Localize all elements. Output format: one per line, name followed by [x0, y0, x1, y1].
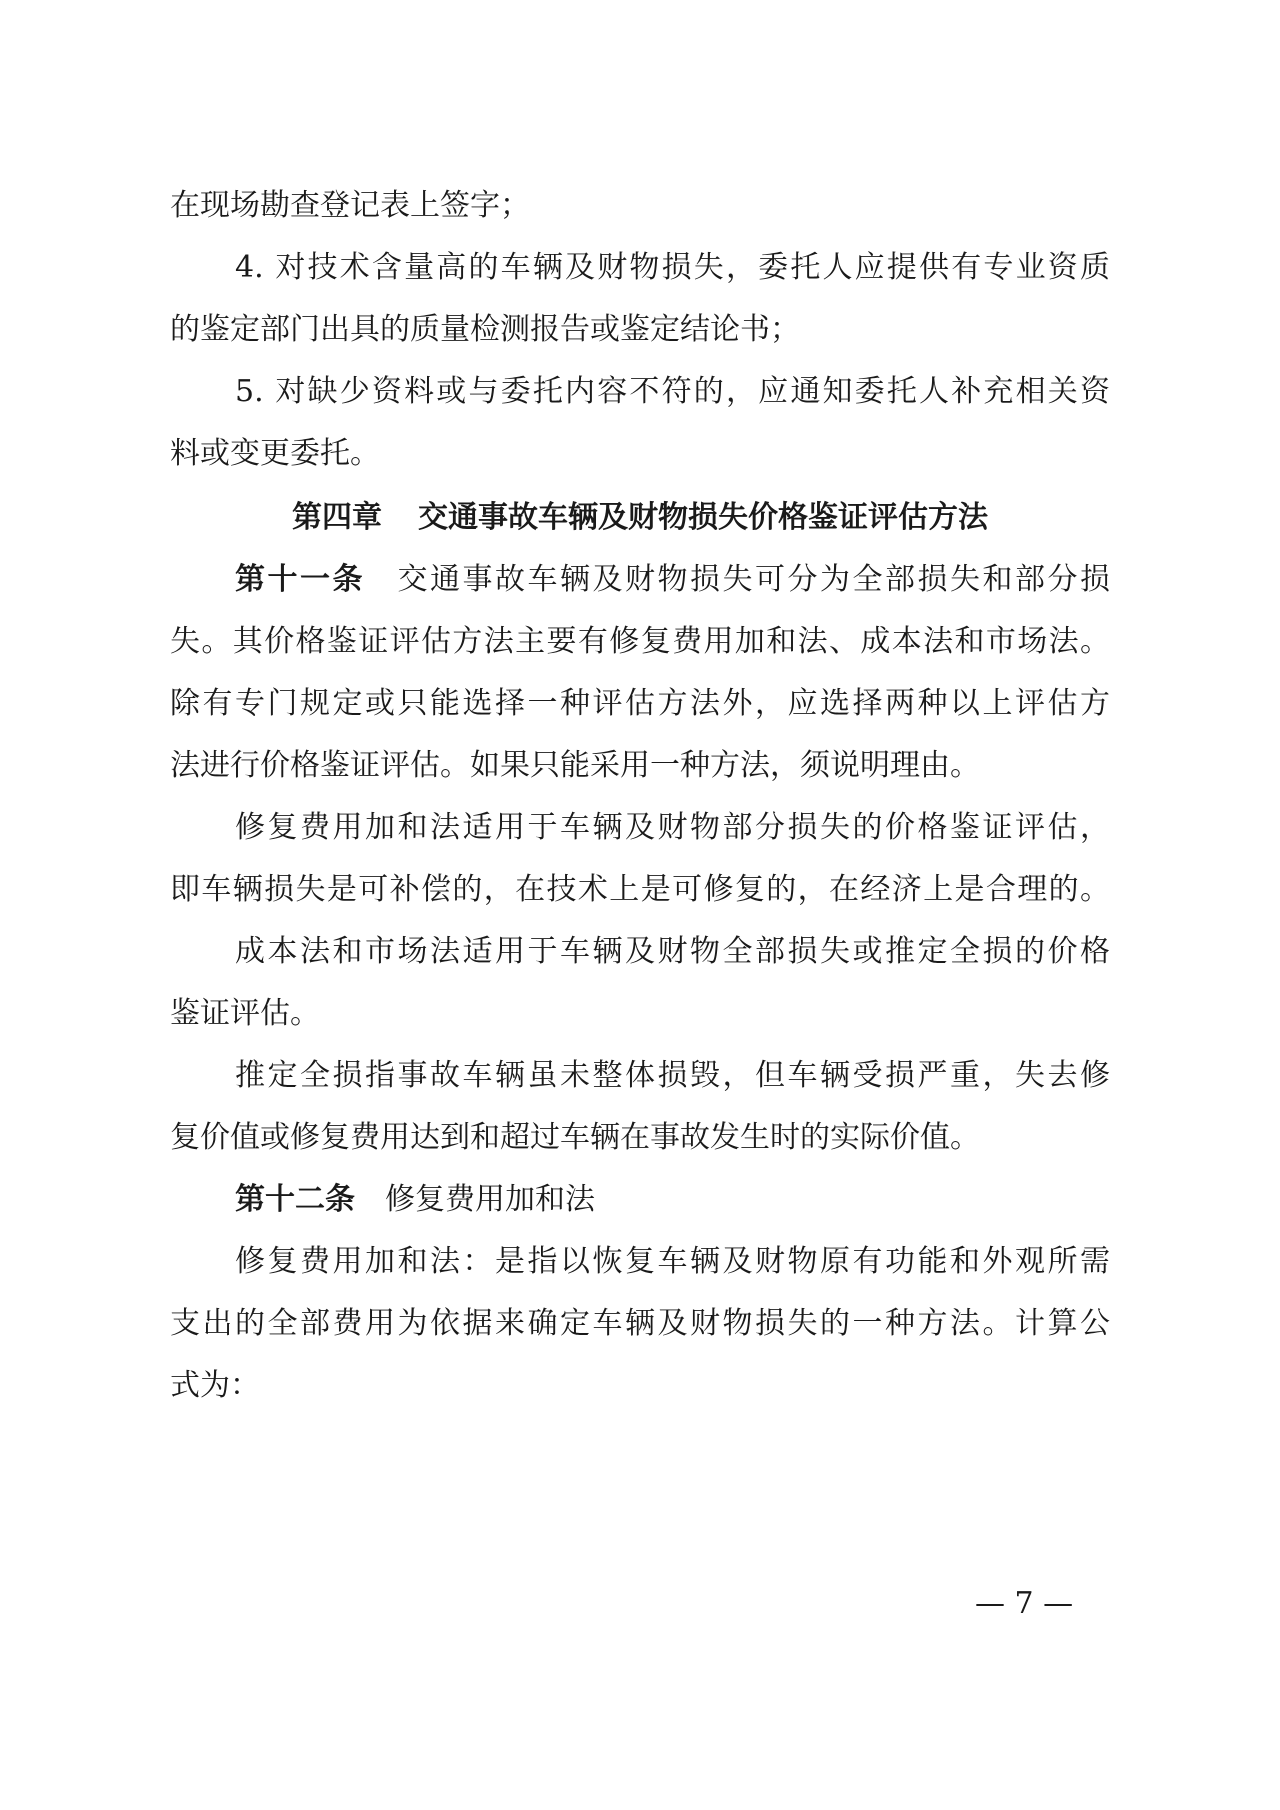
article-12-line	[235, 1180, 1110, 1220]
text-line: 法进行价格鉴证评估。如果只能采用一种方法，须说明理由。	[170, 748, 980, 783]
text-line: 除有专门规定或只能选择一种评估方法外，应选择两种以上评估方	[170, 686, 1110, 721]
text-line: 的鉴定部门出具的质量检测报告或鉴定结论书；	[170, 312, 800, 347]
text-line: 支出的全部费用为依据来确定车辆及财物损失的一种方法。计算公	[170, 1306, 1110, 1341]
chapter-number: 第四章	[292, 500, 382, 535]
text-line: 在现场勘查登记表上签字；	[170, 188, 530, 223]
page-number: — 7 —	[975, 1586, 1074, 1621]
text-line: 鉴证评估。	[170, 996, 320, 1031]
text-line: 修复费用加和法适用于车辆及财物部分损失的价格鉴证评估，	[235, 810, 1110, 845]
article-label: 第十二条	[235, 1182, 355, 1217]
chapter-title: 交通事故车辆及财物损失价格鉴证评估方法	[418, 500, 988, 535]
text-line: 料或变更委托。	[170, 436, 380, 471]
article-label: 第十一条	[235, 562, 365, 597]
text-line: 即车辆损失是可补偿的，在技术上是可修复的，在经济上是合理的。	[170, 872, 1110, 907]
article-title: 修复费用加和法	[385, 1182, 595, 1217]
article-11-first-line	[235, 560, 1110, 600]
text-line: 成本法和市场法适用于车辆及财物全部损失或推定全损的价格	[235, 934, 1110, 969]
text-line: 复价值或修复费用达到和超过车辆在事故发生时的实际价值。	[170, 1120, 980, 1155]
article-text: 交通事故车辆及财物损失可分为全部损失和部分损	[395, 562, 1110, 597]
text-line: 失。其价格鉴证评估方法主要有修复费用加和法、成本法和市场法。	[170, 624, 1110, 659]
list-item-4: 4. 对技术含量高的车辆及财物损失，委托人应提供有专业资质	[235, 250, 1110, 285]
text-line: 推定全损指事故车辆虽未整体损毁，但车辆受损严重，失去修	[235, 1058, 1110, 1093]
text-line: 式为：	[170, 1368, 260, 1403]
text-line: 修复费用加和法：是指以恢复车辆及财物原有功能和外观所需	[235, 1244, 1110, 1279]
chapter-heading	[170, 498, 1110, 538]
list-item-5: 5. 对缺少资料或与委托内容不符的，应通知委托人补充相关资	[235, 374, 1110, 409]
